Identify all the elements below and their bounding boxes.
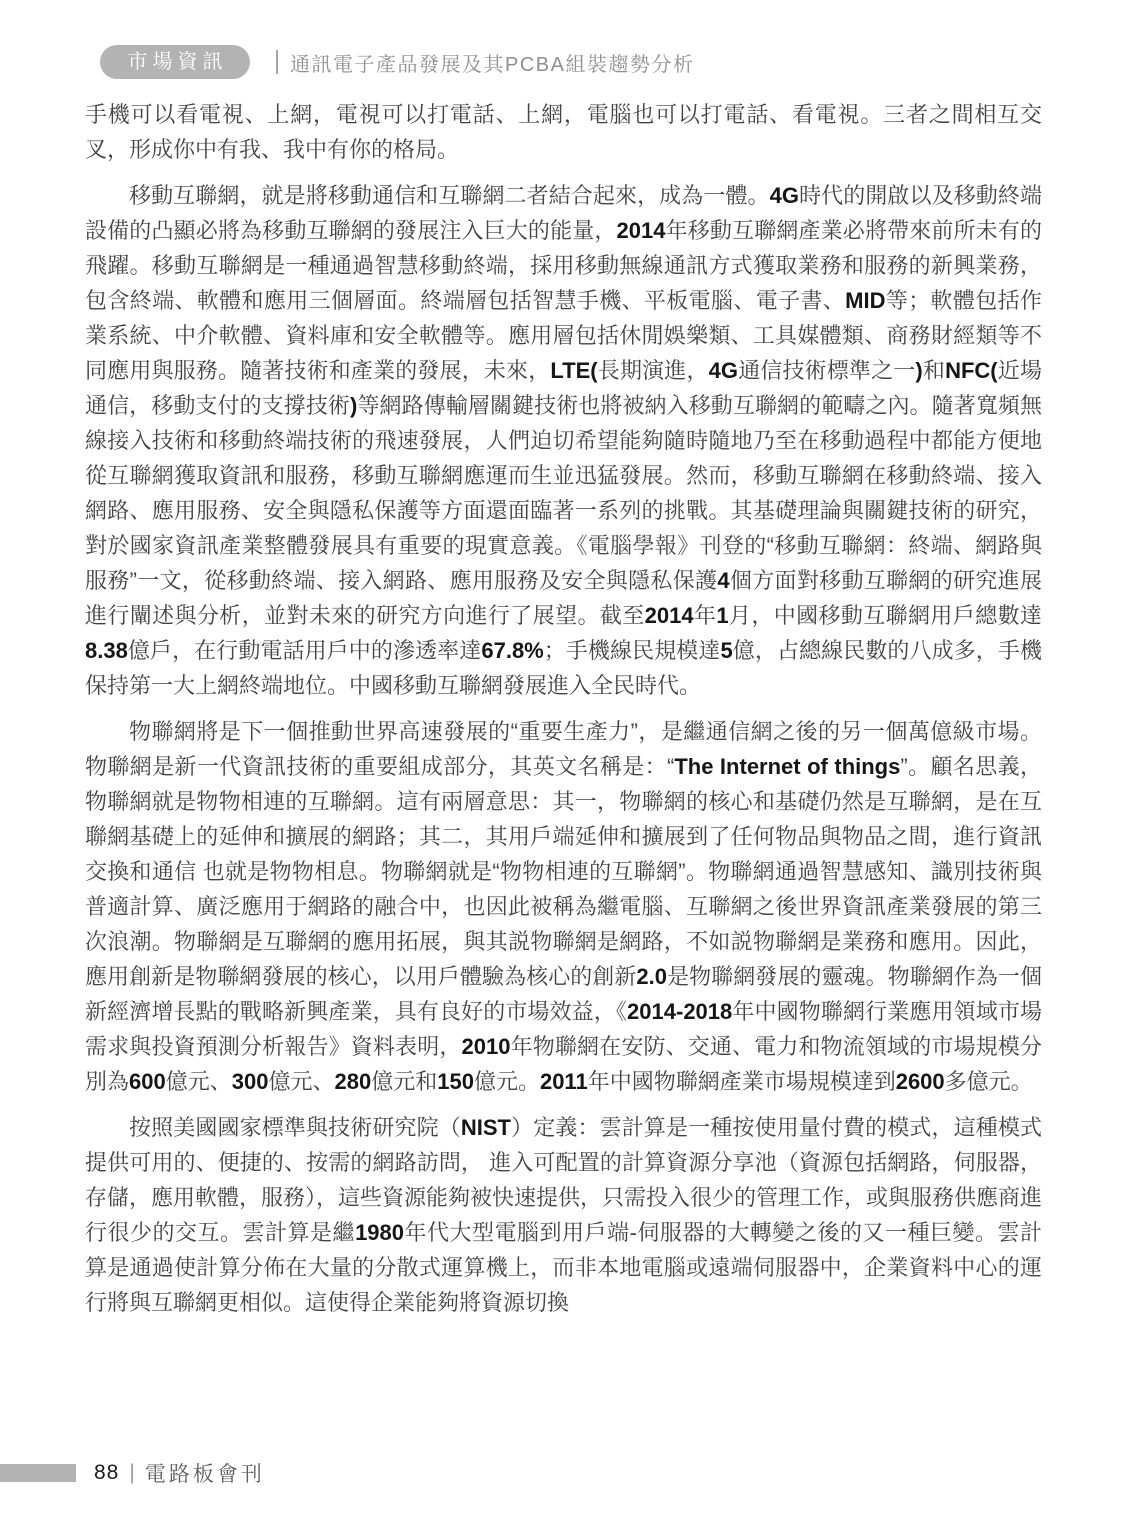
emphasized-text: NFC( xyxy=(945,358,998,383)
paragraph xyxy=(85,97,1042,167)
page-footer xyxy=(0,1458,265,1488)
page-header xyxy=(100,45,694,79)
body-text: 按照美國國家標準與技術研究院（ xyxy=(129,1115,461,1140)
emphasized-text: 2014-2018 xyxy=(627,999,733,1024)
body-text: 億，占總線民數的八成多，手機保持第一大上網終端地位。中國移動互聯網發展進入全民時代。 xyxy=(85,638,1042,698)
body-text: ；手機線民規模達 xyxy=(543,638,721,663)
body-text: 長期演進， xyxy=(597,358,709,383)
body-text: ”。顧名思義，物聯網就是物物相連的互聯網。這有兩層意思：其一，物聯網的核心和基礎仍然是互聯網，是在互聯網基礎上的延伸和擴展的網路；其二，其用戶端延伸和擴展到了任何物品與物品之間，進行資訊交換和通信 也就是物物相息。物聯網就是“物物相連的互聯網”。物聯網通過智慧感知、識別技術與普適計算、廣泛應用于網路的融合中，也因此被稱為繼電腦、互聯網之後世界資訊產業發展的第三次浪潮。物聯網是互聯網的應用拓展，與其説物聯網是網路，不如説物聯網是業務和應用。因此，應用創新是物聯網發展的核心，以用戶體驗為核心的創新 xyxy=(85,754,1042,989)
emphasized-text: MID xyxy=(845,288,886,313)
body-text: 等；軟體包括作業系統、中介軟體、資料庫和安全軟體等。應用層包括休閒娛樂類、工具媒體類、商務財經類等不同應用與服務。隨著技術和產業的發展，未來， xyxy=(85,288,1042,383)
emphasized-text: 150 xyxy=(437,1069,474,1094)
emphasized-text: 8.38 xyxy=(85,638,128,663)
paragraph xyxy=(85,714,1042,1099)
emphasized-text: 2.0 xyxy=(636,964,668,989)
body-text: 年 xyxy=(693,603,717,628)
emphasized-text: ) xyxy=(915,358,923,383)
body-text: 時代的開啟以及移動終端設備的凸顯必將為移動互聯網的發展注入巨大的能量， xyxy=(85,183,1042,243)
body-text: 億元和 xyxy=(371,1069,438,1094)
body-text: 年代大型電腦到用戶端-伺服器的大轉變之後的又一種巨變。雲計算是通過使計算分佈在大量的分散式運算機上，而非本地電腦或遠端伺服器中，企業資料中心的運行將與互聯網更相似。這使得企業能夠將資源切換 xyxy=(85,1220,1042,1315)
emphasized-text: 2014 xyxy=(644,603,694,628)
paragraph xyxy=(85,1110,1042,1320)
emphasized-text: 2600 xyxy=(895,1069,945,1094)
emphasized-text: 67.8% xyxy=(481,638,544,663)
emphasized-text: ) xyxy=(350,393,358,418)
section-badge: 市場資訊 xyxy=(100,45,250,79)
emphasized-text: 1980 xyxy=(355,1220,405,1245)
paragraph xyxy=(85,178,1042,703)
emphasized-text: 2014 xyxy=(616,218,666,243)
footer-bar xyxy=(0,1464,76,1482)
body-text: 年中國物聯網行業應用領域市場需求與投資預測分析報告》資料表明， xyxy=(85,999,1042,1059)
emphasized-text: 4G xyxy=(708,358,738,383)
page-number: 88 xyxy=(94,1461,120,1484)
emphasized-text: LTE( xyxy=(550,358,598,383)
body-text: 通信技術標準之一 xyxy=(737,358,916,383)
body-text: 年物聯網在安防、交通、電力和物流領域的市場規模分別為 xyxy=(85,1034,1042,1094)
body-text: 是物聯網發展的靈魂。物聯網作為一個新經濟增長點的戰略新興產業，具有良好的市場效益，《 xyxy=(85,964,1042,1024)
body-text: 年中國物聯網產業市場規模達到 xyxy=(587,1069,896,1094)
body-text: 等網路傳輸層關鍵技術也將被納入移動互聯網的範疇之內。隨著寬頻無線接入技術和移動終端技術的飛速發展，人們迫切希望能夠隨時隨地乃至在移動過程中都能方便地從互聯網獲取資訊和服務，移動互聯網應運而生並迅猛發展。然而，移動互聯網在移動終端、接入網路、應用服務、安全與隱私保護等方面還面臨著一系列的挑戰。其基礎理論與關鍵技術的研究，對於國家資訊產業整體發展具有重要的現實意義。《電腦學報》刊登的“移動互聯網：終端、網路與服務”一文，從移動終端、接入網路、應用服務及安全與隱私保護 xyxy=(85,393,1042,593)
emphasized-text: 2011 xyxy=(539,1069,588,1094)
emphasized-text: 5 xyxy=(720,638,733,663)
emphasized-text: NIST xyxy=(460,1115,511,1140)
emphasized-text: 1 xyxy=(716,603,729,628)
title-divider xyxy=(276,50,278,74)
body-text: 近場通信，移動支付的支撐技術 xyxy=(85,358,1042,418)
body-text: 億戶，在行動電話用戶中的滲透率達 xyxy=(127,638,482,663)
body-text: 移動互聯網，就是將移動通信和互聯網二者結合起來，成為一體。 xyxy=(129,183,770,208)
body-text: 物聯網將是下一個推動世界高速發展的“重要生產力”，是繼通信網之後的另一個萬億級市場。物聯網是新一代資訊技術的重要組成部分，其英文名稱是：“ xyxy=(85,719,1042,779)
article-body xyxy=(85,97,1042,1331)
body-text: 多億元。 xyxy=(944,1069,1033,1094)
body-text: 個方面對移動互聯網的研究進展進行闡述與分析，並對未來的研究方向進行了展望。截至 xyxy=(85,568,1042,628)
body-text: ）定義：雲計算是一種按使用量付費的模式，這種模式提供可用的、便捷的、按需的網路訪問， 進入可配置的計算資源分享池（資源包括網路，伺服器，存儲，應用軟體，服務），這些資源能夠被快速提供，只需投入很少的管理工作，或與服務供應商進行很少的交互。雲計算是繼 xyxy=(85,1115,1043,1245)
body-text: 億元、 xyxy=(268,1069,335,1094)
body-text: 月，中國移動互聯網用戶總數達 xyxy=(728,603,1042,628)
footer-divider: | xyxy=(129,1461,135,1484)
emphasized-text: 4 xyxy=(717,568,730,593)
journal-title: 電路板會刊 xyxy=(144,1463,265,1486)
body-text: 年移動互聯網產業必將帶來前所未有的飛躍。移動互聯網是一種通過智慧移動終端，採用移動無線通訊方式獲取業務和服務的新興業務，包含終端、軟體和應用三個層面。終端層包括智慧手機、平板電腦、電子書、 xyxy=(85,218,1042,313)
emphasized-text: 4G xyxy=(769,183,799,208)
body-text: 億元。 xyxy=(473,1069,540,1094)
emphasized-text: 280 xyxy=(334,1069,372,1094)
emphasized-text: The Internet of things xyxy=(674,754,901,779)
body-text: 億元、 xyxy=(165,1069,232,1094)
article-title: 通訊電子產品發展及其PCBA組裝趨勢分析 xyxy=(290,53,695,76)
body-text: 手機可以看電視、上網，電視可以打電話、上網，電腦也可以打電話、看電視。三者之間相互交叉，形成你中有我、我中有你的格局。 xyxy=(85,102,1042,162)
emphasized-text: 2010 xyxy=(461,1034,511,1059)
emphasized-text: 600 xyxy=(129,1069,166,1094)
emphasized-text: 300 xyxy=(231,1069,269,1094)
body-text: 和 xyxy=(922,358,946,383)
